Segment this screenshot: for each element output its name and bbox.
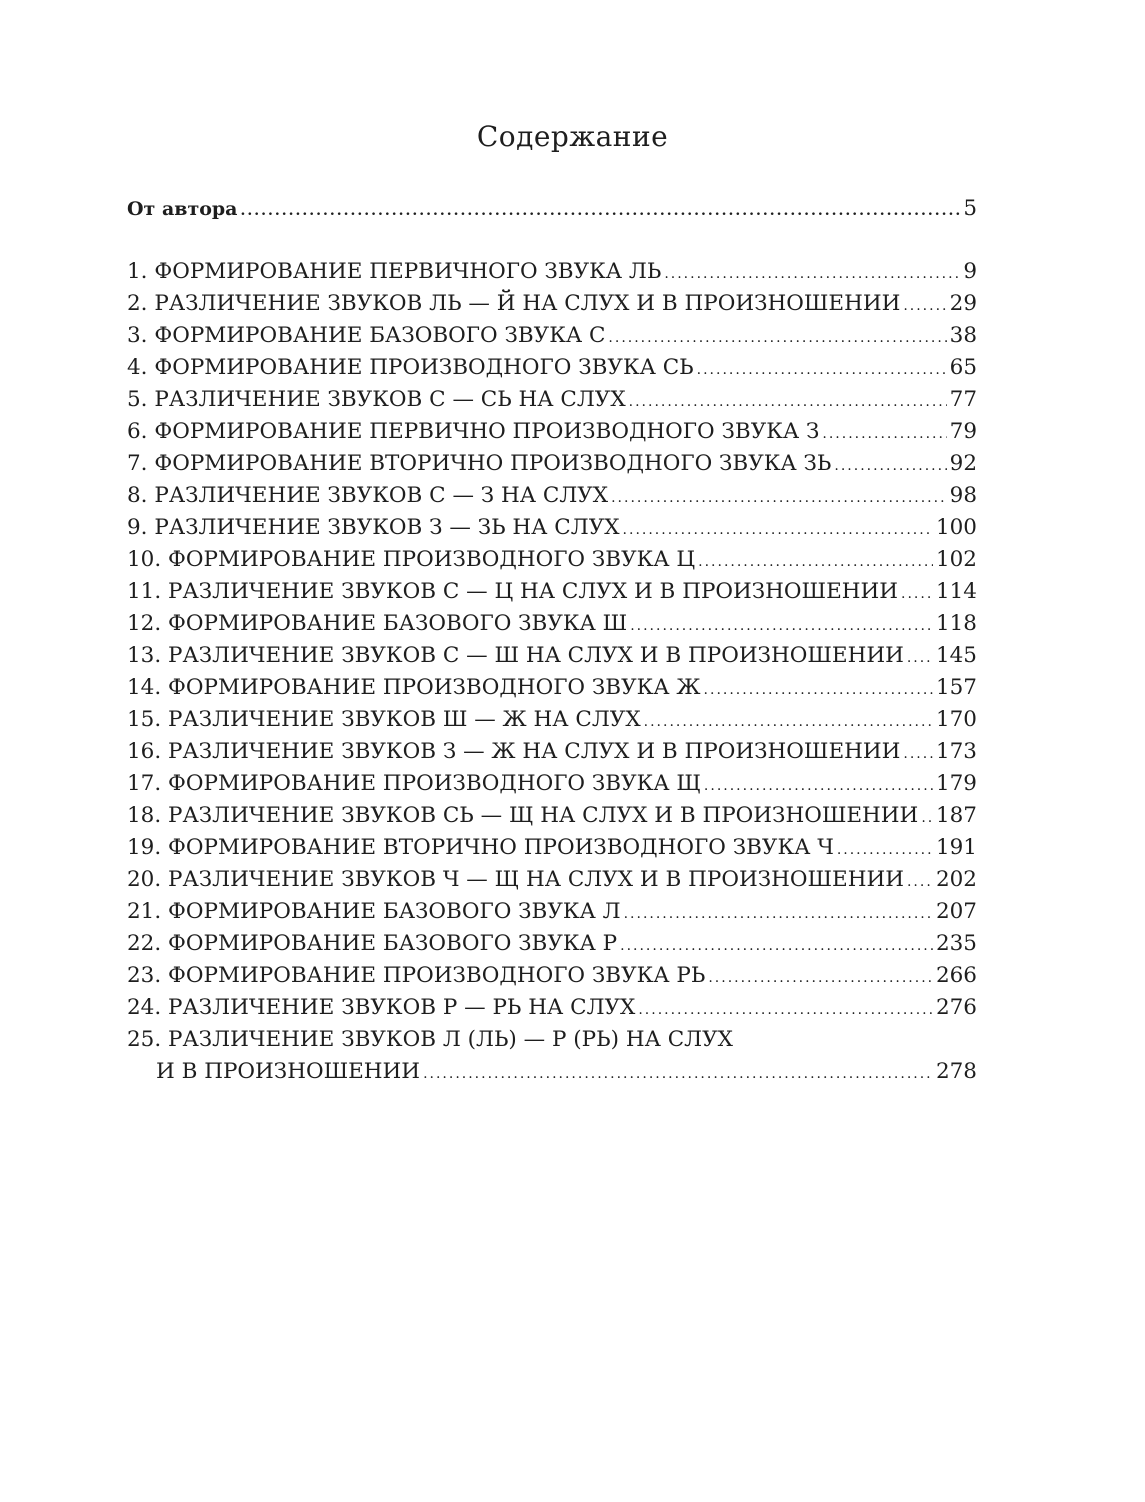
toc-entry-label: 5. РАЗЛИЧЕНИЕ ЗВУКОВ С — СЬ НА СЛУХ [127, 387, 626, 412]
dot-leader [901, 578, 933, 610]
dot-leader [664, 258, 960, 290]
toc-entry [127, 448, 977, 480]
toc-page-number: 98 [949, 483, 977, 508]
toc-entry-label: 13. РАЗЛИЧЕНИЕ ЗВУКОВ С — Ш НА СЛУХ И В ПРОИЗНОШЕНИИ [127, 643, 904, 668]
toc-entry-label: 17. ФОРМИРОВАНИЕ ПРОИЗВОДНОГО ЗВУКА Щ [127, 771, 701, 796]
dot-leader [903, 290, 946, 322]
toc-entry [127, 544, 977, 576]
dot-leader [241, 195, 961, 227]
toc-entry-label: 21. ФОРМИРОВАНИЕ БАЗОВОГО ЗВУКА Л [127, 899, 621, 924]
toc-entry-label: 3. ФОРМИРОВАНИЕ БАЗОВОГО ЗВУКА С [127, 323, 606, 348]
toc-page-number: 207 [935, 899, 977, 924]
toc-page-number: 5 [963, 196, 977, 221]
page-title: Содержание [476, 120, 669, 153]
dot-leader [822, 418, 946, 450]
toc-entry [127, 416, 977, 448]
toc-entry-label: 8. РАЗЛИЧЕНИЕ ЗВУКОВ С — З НА СЛУХ [127, 483, 609, 508]
dot-leader [623, 514, 933, 546]
toc-entry [127, 800, 977, 832]
dot-leader [907, 642, 933, 674]
dot-leader [704, 770, 933, 802]
toc-entry [127, 768, 977, 800]
toc-entry-preface [127, 193, 977, 225]
dot-leader [624, 898, 933, 930]
dot-leader [704, 674, 933, 706]
toc-entry-label: 9. РАЗЛИЧЕНИЕ ЗВУКОВ З — ЗЬ НА СЛУХ [127, 515, 620, 540]
toc-page-number: 170 [935, 707, 977, 732]
toc-page-number: 173 [935, 739, 977, 764]
toc-entry-label: 18. РАЗЛИЧЕНИЕ ЗВУКОВ СЬ — Щ НА СЛУХ И В ПРОИЗНОШЕНИИ [127, 803, 919, 828]
toc-page-number: 38 [949, 323, 977, 348]
toc-page-number: 118 [935, 611, 977, 636]
toc-entry-label: 4. ФОРМИРОВАНИЕ ПРОИЗВОДНОГО ЗВУКА СЬ [127, 355, 694, 380]
toc-page-number: 187 [935, 803, 977, 828]
toc-entry-label: 11. РАЗЛИЧЕНИЕ ЗВУКОВ С — Ц НА СЛУХ И В ПРОИЗНОШЕНИИ [127, 579, 899, 604]
dot-leader [423, 1058, 933, 1090]
toc-entry-label: 19. ФОРМИРОВАНИЕ ВТОРИЧНО ПРОИЗВОДНОГО ЗВУКА Ч [127, 835, 834, 860]
toc-page-number: 79 [949, 419, 977, 444]
toc-entry [127, 256, 977, 288]
toc-entry-label: 24. РАЗЛИЧЕНИЕ ЗВУКОВ Р — РЬ НА СЛУХ [127, 995, 636, 1020]
dot-leader [620, 930, 933, 962]
toc-entry-label: 16. РАЗЛИЧЕНИЕ ЗВУКОВ З — Ж НА СЛУХ И В ПРОИЗНОШЕНИИ [127, 739, 901, 764]
toc-entry-label: 23. ФОРМИРОВАНИЕ ПРОИЗВОДНОГО ЗВУКА РЬ [127, 963, 706, 988]
toc-page-number: 100 [935, 515, 977, 540]
dot-leader [608, 322, 946, 354]
toc-entry-label: 1. ФОРМИРОВАНИЕ ПЕРВИЧНОГО ЗВУКА ЛЬ [127, 259, 662, 284]
dot-leader [629, 386, 947, 418]
toc-entry [127, 320, 977, 352]
toc-entry [127, 864, 977, 896]
toc-entry [127, 384, 977, 416]
toc-page-number: 145 [935, 643, 977, 668]
toc-entry-label: 25. РАЗЛИЧЕНИЕ ЗВУКОВ Л (ЛЬ) — Р (РЬ) НА СЛУХ [127, 1027, 733, 1052]
toc-entry [127, 576, 977, 608]
dot-leader [907, 866, 933, 898]
toc-entry-label: 2. РАЗЛИЧЕНИЕ ЗВУКОВ ЛЬ — Й НА СЛУХ И В ПРОИЗНОШЕНИИ [127, 291, 901, 316]
toc-entry-25-line1 [127, 1024, 977, 1056]
toc-page-number: 266 [935, 963, 977, 988]
spacer [127, 225, 977, 256]
toc-entry-25-line2 [127, 1056, 977, 1088]
toc-entry [127, 352, 977, 384]
toc-entry-label: 12. ФОРМИРОВАНИЕ БАЗОВОГО ЗВУКА Ш [127, 611, 628, 636]
toc-entry [127, 832, 977, 864]
toc-entry-label: 10. ФОРМИРОВАНИЕ ПРОИЗВОДНОГО ЗВУКА Ц [127, 547, 696, 572]
toc-entry [127, 672, 977, 704]
toc-page-number: 92 [949, 451, 977, 476]
toc-entry [127, 288, 977, 320]
toc-entry-label: 7. ФОРМИРОВАНИЕ ВТОРИЧНО ПРОИЗВОДНОГО ЗВУКА ЗЬ [127, 451, 832, 476]
dot-leader [834, 450, 946, 482]
toc-page-number: 29 [949, 291, 977, 316]
toc-page-number: 179 [935, 771, 977, 796]
toc-page-number: 235 [935, 931, 977, 956]
toc-entry [127, 512, 977, 544]
toc-entry-label: От автора [127, 198, 238, 220]
table-of-contents [127, 193, 977, 1088]
toc-page-number: 157 [935, 675, 977, 700]
toc-page-number: 65 [949, 355, 977, 380]
toc-entry-label: 14. ФОРМИРОВАНИЕ ПРОИЗВОДНОГО ЗВУКА Ж [127, 675, 701, 700]
toc-entry [127, 960, 977, 992]
toc-page-number: 202 [935, 867, 977, 892]
toc-entry [127, 704, 977, 736]
dot-leader [638, 994, 933, 1026]
toc-entry-label: 22. ФОРМИРОВАНИЕ БАЗОВОГО ЗВУКА Р [127, 931, 618, 956]
toc-entry-label: И В ПРОИЗНОШЕНИИ [156, 1059, 421, 1084]
toc-page-number: 102 [935, 547, 977, 572]
toc-page-number: 191 [935, 835, 977, 860]
toc-entry [127, 736, 977, 768]
toc-entry [127, 480, 977, 512]
toc-entry-label: 15. РАЗЛИЧЕНИЕ ЗВУКОВ Ш — Ж НА СЛУХ [127, 707, 641, 732]
toc-entry [127, 640, 977, 672]
toc-page-number: 77 [949, 387, 977, 412]
dot-leader [921, 802, 933, 834]
toc-entry [127, 896, 977, 928]
dot-leader [611, 482, 947, 514]
toc-entry [127, 992, 977, 1024]
dot-leader [708, 962, 933, 994]
toc-page-number: 114 [935, 579, 977, 604]
toc-entry-label: 20. РАЗЛИЧЕНИЕ ЗВУКОВ Ч — Щ НА СЛУХ И В ПРОИЗНОШЕНИИ [127, 867, 904, 892]
dot-leader [698, 546, 933, 578]
toc-entry-label: 6. ФОРМИРОВАНИЕ ПЕРВИЧНО ПРОИЗВОДНОГО ЗВУКА З [127, 419, 820, 444]
toc-page-number: 9 [963, 259, 977, 284]
toc-entry [127, 608, 977, 640]
toc-page-number: 278 [935, 1059, 977, 1084]
dot-leader [630, 610, 933, 642]
toc-entries [127, 256, 977, 1024]
dot-leader [837, 834, 933, 866]
dot-leader [903, 738, 933, 770]
toc-entry [127, 928, 977, 960]
dot-leader [644, 706, 933, 738]
toc-page-number: 276 [935, 995, 977, 1020]
dot-leader [697, 354, 947, 386]
